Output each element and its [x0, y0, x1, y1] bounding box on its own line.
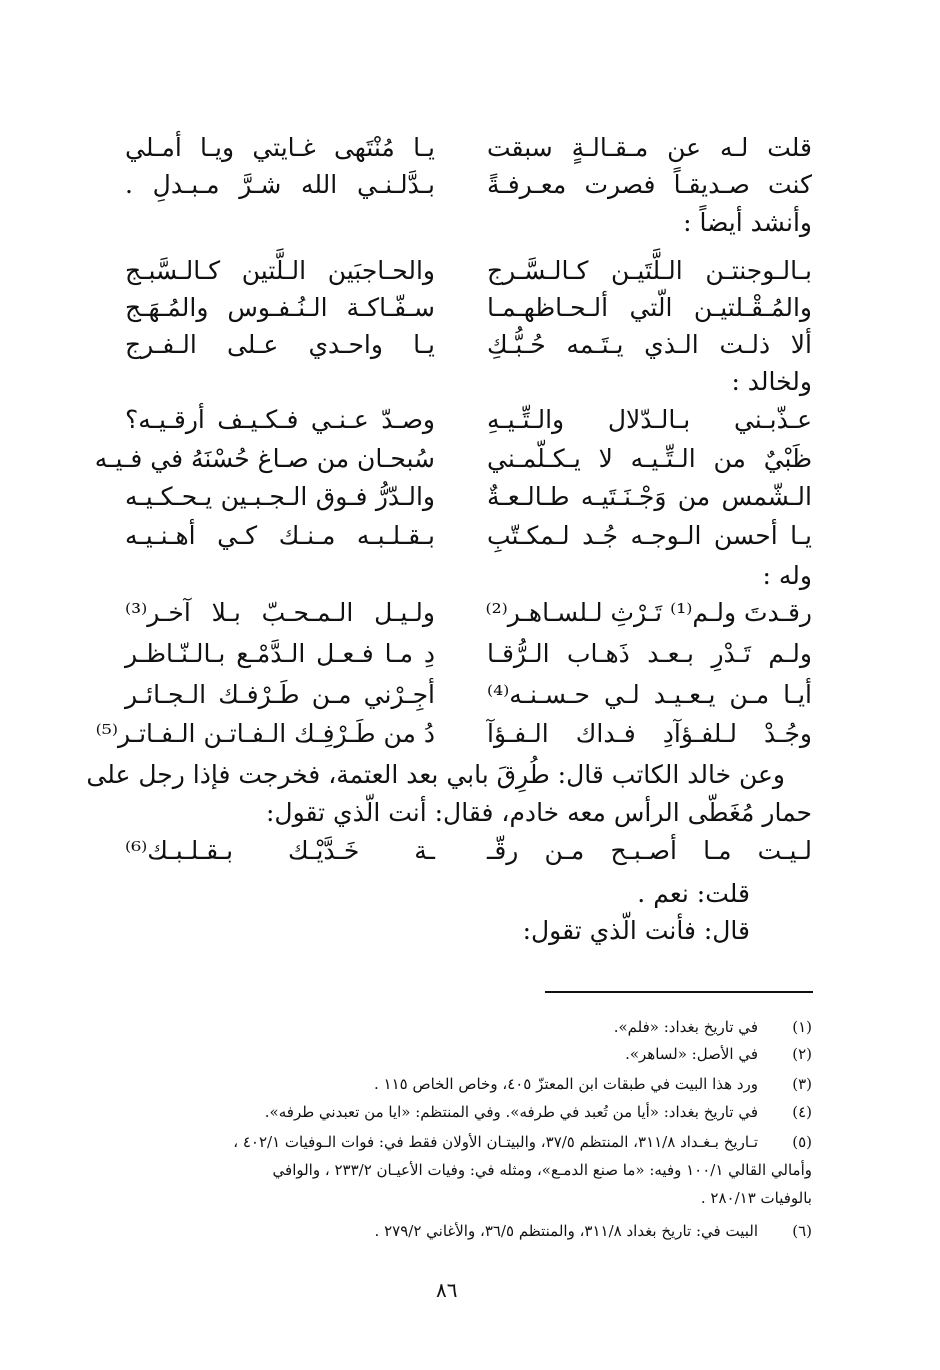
verse-hemistich-right: لـيـت مـا أصـبـح مـن رقّـ: [487, 836, 812, 865]
verse-hemistich-right: رقـدتَ ولـم⁽¹⁾ تَـرْثِ لـلسـاهـر⁽²⁾: [485, 598, 812, 627]
prose-dialogue-line: قلت: نعم .: [637, 879, 750, 908]
verse-hemistich-right: ظَبْيٌ من الـتِّـيـه لا يـكـلّمـني: [487, 444, 812, 473]
verse-hemistich-left: دِ مـا فـعـل الـدَّمْـع بـالـنّـاظـر: [125, 639, 435, 668]
footnote-number: (١): [792, 1018, 812, 1036]
verse-hemistich-right: قلت لـه عن مـقـالـةٍ سبقت: [487, 133, 812, 162]
verse-hemistich-right: بـالـوجنتـن الـلَّتَيـن كـالـسَّـرج: [487, 256, 812, 285]
verse-hemistich-right: ألا ذلـت الـذي يـتَـمه حُـبُّـكِ: [487, 330, 812, 359]
footnote-number: (٣): [792, 1075, 812, 1093]
footnote-continuation: بالوفيات ٢٨٠/١٣ .: [700, 1189, 812, 1207]
section-intro: ولخالد :: [731, 367, 812, 396]
footnote: [112, 1041, 812, 1067]
prose-paragraph-line: حمار مُغَطّى الرأس معه خادم، فقال: أنت الّذي تقول:: [265, 798, 812, 827]
verse-hemistich-left: ولـيـل الـمـحـبّ بـلا آخـر⁽³⁾: [125, 598, 435, 627]
footnote: [112, 1014, 812, 1040]
section-intro: وأنشد أيضاً :: [683, 208, 812, 237]
prose-dialogue-line: قال: فأنت الّذي تقول:: [522, 916, 750, 945]
verse-hemistich-right: كنت صـديقـاً فصرت معـرفـةً: [487, 170, 812, 199]
verse-hemistich-left: يـا واحـدي عـلى الـفـرج: [125, 330, 435, 359]
verse-hemistich-left: يـا مُنْتَهى غـايتي ويـا أمـلي: [125, 133, 435, 162]
footnote-text: في تاريخ بغداد: «فلم».: [613, 1018, 758, 1036]
page-number: ٨٦: [436, 1278, 458, 1302]
section-intro: وله :: [762, 561, 812, 590]
verse-hemistich-right: والمُـقْـلتيـن الّتي ألـحـاظهـمـا: [487, 293, 812, 322]
footnote: [112, 1099, 812, 1125]
footnote-text: في الأصل: «لساهر».: [625, 1045, 758, 1063]
verse-hemistich-left: دُ من طَـرْفِـك الـفـاتـن الـفـاتـر⁽⁵⁾: [95, 719, 435, 748]
prose-paragraph-line: وعن خالد الكاتب قال: طُرِقَ بابي بعد العتمة، فخرجت فإذا رجل على: [86, 760, 785, 789]
verse-hemistich-left: وصـدّ عـنـي فـكـيـف أرقـيـه؟: [125, 405, 435, 434]
verse-hemistich-left: والـدّرُّ فـوق الـجـبـين يـحـكـيـه: [125, 482, 435, 511]
verse-hemistich-left: أجِـرْني مـن طَـرْفـك الـجـائـر: [125, 680, 435, 709]
footnote-text: تـاريخ بـغـداد ٣١١/٨، المنتظم ٣٧/٥، والبيتـان الأولان فقط في: فوات الـوفيات ٤٠٢/١ ،: [233, 1133, 758, 1151]
footnote: [112, 1129, 812, 1155]
verse-hemistich-right: وجُـدْ لـلفـؤآدِ فـداك الـفـؤآ: [487, 719, 812, 748]
footnote-text: ورد هذا البيت في طبقات ابن المعتزّ ٤٠٥، وخاص الخاص ١١٥ .: [373, 1075, 758, 1093]
verse-hemistich-left: ـة خَـدَّيْـك بـقـلـبـك⁽⁶⁾: [125, 836, 435, 865]
verse-hemistich-right: عـذّبـني بـالـدّلال والـتِّـيـهِ: [487, 405, 812, 434]
footnote-continuation: وأمالي القالي ١٠٠/١ وفيه: «ما صنع الدمـع»، ومثله في: وفيات الأعيـان ٢٣٣/٢ ، والوافي: [272, 1161, 812, 1179]
verse-hemistich-left: سُبحـان من صـاغ حُسْنَهُ في فـيـه: [94, 444, 435, 473]
footnote-number: (٦): [792, 1222, 812, 1240]
verse-hemistich-right: الـشّمس من وَجْـنَـتَيـه طـالـعـةٌ: [487, 482, 812, 511]
verse-hemistich-right: يـا أحسن الـوجـه جُـد لـمكـتّبِ: [487, 521, 812, 550]
footnote-number: (٤): [792, 1103, 812, 1121]
verse-hemistich-right: أيـا مـن يـعـيـد لـي حـسـنـه⁽⁴⁾: [487, 680, 812, 709]
verse-hemistich-left: بـدَّلـنـي الله شـرَّ مـبـدلِ .: [125, 170, 435, 199]
verse-hemistich-left: والحـاجبَين الـلَّتين كـالـسَّبـج: [125, 256, 435, 285]
verse-hemistich-left: سـفّـاكـة الـنُـفـوس والمُـهَـج: [125, 293, 435, 322]
footnote: [112, 1071, 812, 1097]
footnote-text: البيت في: تاريخ بغداد ٣١١/٨، والمنتظم ٣٦/٥، والأغاني ٢٧٩/٢ .: [374, 1222, 758, 1240]
verse-hemistich-left: بـقـلـبـه مـنـك كـي أهـنـيـه: [125, 521, 435, 550]
footnote-separator: [545, 991, 813, 993]
footnote-text: في تاريخ بغداد: «أيا من تُعبد في طرفه». وفي المنتظم: «ايا من تعبدني طرفه».: [264, 1103, 758, 1121]
footnote: [112, 1218, 812, 1244]
footnote-number: (٢): [792, 1045, 812, 1063]
footnote-number: (٥): [792, 1133, 812, 1151]
verse-hemistich-right: ولـم تَـدْرِ بـعـد ذَهـاب الـرُّقـا: [487, 639, 812, 668]
